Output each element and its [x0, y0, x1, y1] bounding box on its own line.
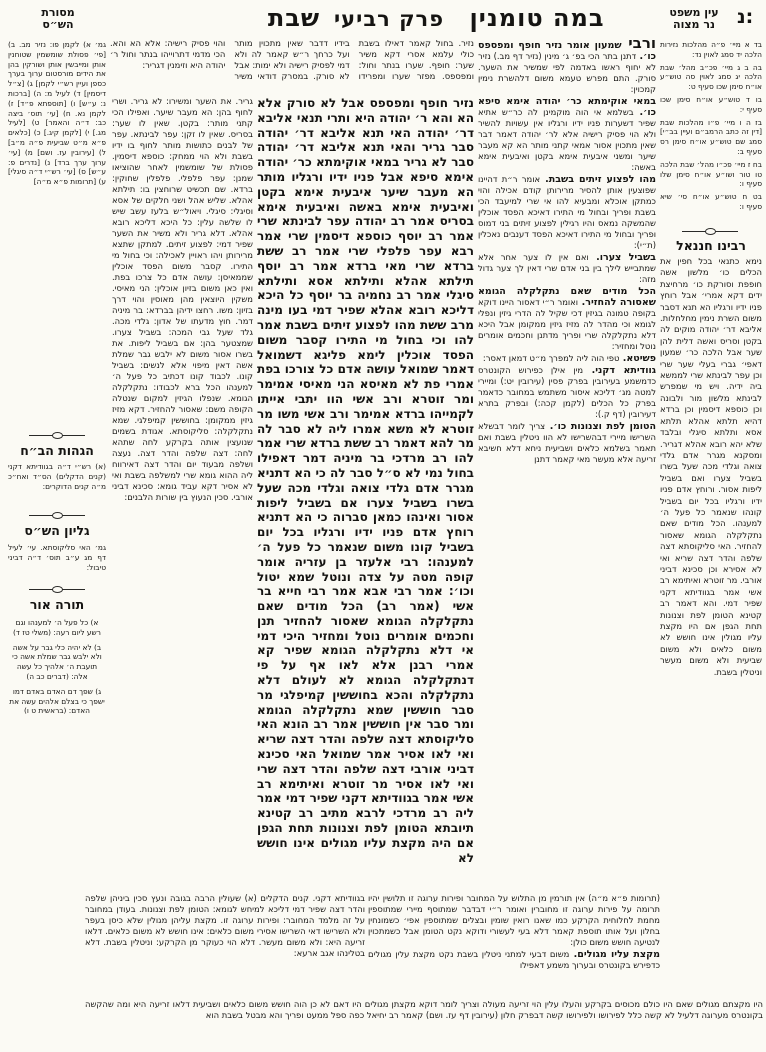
ein-mishpat-heading	[655, 7, 733, 31]
mesoret-title-line2: הש״ס	[42, 18, 74, 31]
rabbeinu-chananel-title: רבינו חננאל	[676, 238, 746, 253]
mesoret-heading	[26, 7, 90, 31]
ein-mishpat-entry: בט ח טוש״ע או״ח סי׳ שיא סעיף ו:	[660, 192, 762, 211]
tosafot-opening-word: ורבי	[621, 38, 656, 52]
tosafot-dibur-hamatchil: מהו לפצוע זיתים בשבת.	[540, 174, 656, 185]
tosafot-dibur-hamatchil: במאי אוקימתא כר׳ יהודה אימא סיפא כו׳.	[478, 96, 656, 118]
tosafot-block: הכל מודים שאם נתקלקלה הגומא שאסורה להחזיר. ואומר ר״י דאסור היינו דוקא בקופה טמונה בגיזין דכי שקיל לה הדרי גיזין ונפלי לגומא וכי מהדר לה מזיז גיזין ממקומן אבל היכא דלא נתקלקלה שרי ופריך מדתנן וחכמים אומרים נוטל ומחזיר:	[478, 286, 656, 351]
section-divider-ornament	[27, 512, 87, 519]
gilyon-hashas-title: גליון הש״ס	[24, 523, 90, 538]
section-divider-ornament	[27, 432, 87, 439]
rabbeinu-chananel-text: נימא כתנאי בכל חפין את הכלים כו׳ מלשון אשה חופפת וסורקת כו׳ מרחיצת ידים דקא אמרי׳ אבל רוחץ פניו ידיו ורגליו הא תנא דסבר משום השרת נימין מחלחלות. אליבא דר׳ יהודה מוקים לה בקטן וסריס ואשה דלית להן שער אבל הלכה כר׳ שמעון דאפי׳ גברי בעלי שער שרי וכן עפר לבינתא שרי לממשא ביה ידיה. ויש מי שמפרש לבינתא מלשון מור ולבונה וכן כוספא דיסמין וכן ברדא דהיא תלתא אהלא תלתא אסא ותלתא סיגלי ובלבד שלא יהא רובא אהלא דגריר. ומסקנא מגרר אדם גלדי צואה וגלדי מכה שעל בשרו בשביל צערו ואם בשביל ליפות אסור. ורוחץ אדם פניו ידיו ורגליו בכל יום בשביל קונהו שנאמר כל פעל ה׳ למענהו. הכל מודים שאם נתקלקלה הגומא שאסור להחזיר. האי סליקוסתא דצה שלפה והדר דצה שריא ואי לא אסירא וכן סכינא דביני אורבי. מר זוטרא ואיתימא רב אשי אמר בגוודיתא דקני שפיר דמי. והא דאמר רב קטינא הטומן לפת וצנונות תחת הגפן אם היו מקצת עליו מגולין אינו חושש לא משום כלאים ולא משום שביעית ולא משום מעשר וניטלין בשבת.	[660, 256, 762, 677]
tosafot-dibur-hamatchil: גוודיתא דקני.	[583, 365, 656, 376]
tosafot-block: הטומן לפת וצנונות כו׳. צריך לומר דבשלא השרישו מיירי דבהשרישו לא הוו ניטלין בשבת ואם תאמר בשלמא כלאים ושביעית ניחא דלא חשיבא זריעה אלא מעשר מאי קאמר דתנן	[478, 421, 656, 464]
ein-mishpat-entry: בו ד טוש״ע או״ח סימן שכו סעיף י:	[660, 94, 762, 114]
hagahot-bach-title: הגהות הב״ח	[20, 443, 94, 458]
ein-mishpat-title-line1: עין משפט	[669, 7, 719, 19]
gemara-text: נזיר חופף ומפספס אבל לא סורק אלא הא והא ר׳ יהודה היא ותרי תנאי אליבא דר׳ יהודה האי תנא אליבא דר׳ יהודה סבר גריר והאי תנא אליבא דר׳ יהודה סבר לא גריר במאי אוקימתא כר׳ יהודה אימא סיפא אבל פניו ידיו ורגליו מותר הא מעבר שיער איבעית אימא בקטן ואיבעית אימא באשה ואיבעית אימא בסריס אמר רב יהודה עפר לבינתא שרי אמר רב יוסף כוספא דיסמין שרי אמר רבא עפר פלפלי שרי אמר רב ששת ברדא שרי מאי ברדא אמר רב יוסף תילתא אהלא ותילתא אסא ותילתא סיגלי אמר רב נחמיה בר יוסף כל היכא דליכא רובא אהלא שפיר דמי בעו מינה מרב ששת מהו לפצוע זיתים בשבת אמר להו וכי בחול מי התירו קסבר משום הפסד אוכלין לימא פליגא דשמואל דאמר שמואל עושה אדם כל צורכו בפת אמרי פת לא מאיסא הני מאיסי אמימר ומר זוטרא ורב אשי הוו יתבי אייתו לקמייהו ברדא אמימר ורב אשי משו מר זוטרא לא משא אמרו ליה לא סבר לה מר להא דאמר רב ששת ברדא שרי אמר להו רב מרדכי בר מיניה דמר דאפילו בחול נמי לא ס״ל סבר לה כי הא דתניא מגרר אדם גלדי צואה וגלדי מכה שעל בשרו בשביל צערו אם בשביל ליפות אסור ואינהו כמאן סברוה כי הא דתניא רוחץ אדם פניו ידיו ורגליו בכל יום בשביל קונו משום שנאמר כל פעל ה׳ למענהו: רבי אלעזר בן עזריה אומר קופה מטה על צדה ונוטל שמא יטול וכו׳: אמר רבי אבא אמר רבי חייא בר אשי (אמר רב) הכל מודים שאם נתקלקלה הגומא שאסור להחזיר תנן וחכמים אומרים נוטל ומחזיר היכי דמי אי דלא נתקלקלה הגומא שפיר קא אמרי רבנן אלא לאו אף על פי דנתקלקלה הגומא לא לעולם דלא נתקלקלה והכא בחוששין קמיפלגי מר סבר חוששין שמא נתקלקלה הגומא ומר סבר אין חוששין אמר רב הונא האי סליקוסתא דצה שלפה והדר דצה שריא ואי לאו אסיר אמר שמואל האי סכינא דביני אורבי דצה שלפה והדר דצה שרי ואי לאו אסיר מר זוטרא ואיתימא רב אשי אמר בגוודיתא דקני שפיר דמי אמר ליה רב מרדכי לרבא מתיב רב קטינא תיובתא הטומן לפת וצנונות תחת הגפן אם היה מקצת עליו מגולים אינו חושש לא	[257, 96, 474, 865]
tosafot-column	[478, 38, 656, 891]
mesoret-text: גמ׳ א) לקמן פו: נזיר מב. ב) [פי׳ פסולת שומשמין שטוחנין אותן ומייבשין אותן ושורקין בהן את הידים מורסטום ערוך בערך כספן ועיין רש״י לקמן] ג) [צ״ל דיסמין] ד) לעיל מ: ה) [ברכות נ: ע״ש] ו) [תוספתא פ״ד] ז) לקמן נא. ח) [עי׳ תוס׳ ביצה כב: ד״ה והאמר] ט) [לעיל מג.] י) [לקמן קיג.] כ) [כלאים פ״א מ״ט שביעית פ״ה מ״ב] ל) [עירובין עז. ושם] מ) [עי׳ ערוך ערך ברד] נ) [נדרים פ: ע״ש] ס) [עי׳ רש״י ד״ה סיגלי] ע) [תרומות פ״א מ״ה]	[8, 40, 106, 187]
tosafot-block: גוודיתא דקני. מין אילן כפירוש הקונטרס כדמשמע בעירובין בפרק פסין (עירובין יט:) ומיירי למטה מג׳ דליכא איסור משתמש במחובר כדאמר בפרק כל הכלים (לקמן קכה:) ובפרק בתרא דעירובין (דף ק.):	[478, 365, 656, 419]
ein-mishpat-entry: בח ז מיי׳ פכ״ו מהל׳ שבת הלכה טו טור ושו״ע או״ח סימן שלו סעיף ו:	[660, 159, 762, 189]
torah-or-entry: א) כל פעל ה׳ למענהו וגם רשע ליום רעה: (משלי טז ד)	[13, 618, 101, 637]
tosafot-block: מקצת עליו מגולים. משום דבעי למתני ניטלין בשבת נקט מקצת עלין מגולים כדפירש בקונטרס ובערוך משמע דאפילו	[368, 949, 660, 970]
page-title-perek: פרק רביעי	[333, 7, 445, 31]
tosafot-block: מהו לפצוע זיתים בשבת. אומר ר״ת דהיינו שפוצעין אותן להסיר מרירותן קודם אכילה והוי כמתקן אוכלא ומבעיא להו אי שרי למיעבד הכי בשבת ופריך ובחול מי התירו דאיכא הפסד אוכלין שהמשקה נמאס והיו רגילין לפצוע זיתים בני דמוס ופריך ובחול מי התירו דאיכא הפסד דענבים נאכלין (ת״י):	[478, 174, 656, 250]
section-divider-ornament	[27, 586, 87, 593]
ein-mishpat-entry: בה ב ג מיי׳ פכ״ב מהל׳ שבת הלכה יג סמג לאוין סה טוש״ע או״ח סימן שכו סעיף ט:	[660, 62, 762, 92]
tosafot-dibur-hamatchil: פשיטא.	[619, 353, 656, 364]
ein-mishpat-title-line2: נר מצוה	[673, 18, 715, 31]
tosafot-block: היו מקצתם מגולים שאם היו כולם מכוסים בקרקע והעלו עלין הוי זריעה מעולה וצריך לומר דוקא מקצתן מגולים היו דאם לא כן הוה חושש משום כלאים ושביעית דלאו זריעה היא ומה שהקשה בקונטרס מערוגה דלעיל לא קשה כלל לפירושו ולפירושו קשה דבפרק חלון (עירובין דף עז. ושם) קאמר רב יחיאל כפה ספל ממעט ופריך והא מבטל בשבת הוא	[85, 999, 763, 1020]
ein-mishpat-entries	[660, 40, 762, 226]
rashi-column: גריר. את השער ומשירו: לא גריר. ושרי לחוף בהן: הא מעבר שיער. ואפילו הכי קתני מותר: בקטן. שאין לו שער: בסריס. שאין לו זקן: עפר לבינתא. עפר של לבנים כתושות מותר לחוף בו ידיו בשבת ולא הוי ממחק: כוספא דיסמין. פסולת של שומשמין לאחר שהוציאו שמנן: עפר פלפלי. פלפלין שחוקין: ברדא. שם תכשיט שרוחצין בו: תילתא אהלא. שליש אהל ושני חלקים של אסא וסיגלי: סיגלי. ויאול״ש בלעז עשב שיש לו שלשה עלין: כל היכא דליכא רובא אהלא. דלא גריר ולא משיר את השער שפיר דמי: לפצוע זיתים. למתקן שתצא מרירותן ויהו ראויין לאכילה: וכי בחול מי התירו. קסבר משום הפסד אוכלין שממאיסן: עושה אדם כל צרכו בפת. ואין כאן משום בזיון אוכלין: הני מאיסי. משקין היוצאין מהן מאוסין והוי דרך בזיון: משו. רחצו ידיהן בברדא: בר מיניה דמר. חוץ מדעתו של אדון: גלדי מכה. גלד שעל גבי המכה: בשביל צערו. שמצטער בהן: אם בשביל ליפות. את בשרו אסור משום לא ילבש גבר שמלת אשה דאין מיפוי אלא לנשים: בשביל קונו. לכבוד קונו דכתיב כל פעל ה׳ למענהו הכל ברא לכבודו: נתקלקלה הגומא. שנפלו הגיזין למקום שנטלה הקופה משם: שאסור להחזיר. דקא מזיז גיזין ממקומן: בחוששין קמיפלגי. שמא נתקלקלה: סליקוסתא. אגודת בשמים שנועצין אותה בקרקע לחה שתהא לחה: דצה שלפה והדר דצה. נעצה ושלפה מבעוד יום והדר דצה דאירווח ליה ההוא גומא שרי למשלפה בשבת ואי לא אסיר דקא עביד גומא: סכינא דביני אורבי. סכין הנעוץ בין שורות הלבנים:	[112, 96, 253, 502]
daf-number: נ:	[737, 6, 754, 28]
torah-or-entries	[8, 618, 106, 748]
tosafot-dibur-hamatchil: בשביל צערו.	[588, 252, 656, 263]
tosafot-dibur-hamatchil: הטומן לפת וצנונות כו׳.	[545, 421, 656, 432]
torah-or-title: תורה אור	[29, 597, 85, 612]
page-title-chapter: במה טומנין	[469, 4, 605, 32]
tosafot-block: במאי אוקימתא כר׳ יהודה אימא סיפא כו׳. בשלמא אי הוה מוקמינן לה כר״ש אתיא שפיר דשערות פניו ידיו ורגליו אין עשויות להשיר ולא הוי פסיק רישיה אלא לר׳ יהודה דאמר דבר שאין מתכוין אסור אמאי קתני מותר הא קא מעבר שיער ומשני איבעית אימא בקטן ואיבעית אימא באשה:	[478, 96, 656, 172]
tosafot-block: בשביל צערו. ואם אין לו צער אחר אלא שמתבייש לילך בין בני אדם שרי דאין לך צער גדול מזה:	[478, 252, 656, 284]
torah-or-entry: ב) לא יהיה כלי גבר על אשה ולא ילבש גבר שמלת אשה כי תועבת ה׳ אלהיך כל עשה אלה: (דברים כב ה)	[12, 642, 102, 681]
hagahot-bach-text: (א) רש״י ד״ה בגוודיתא דקני (קנים הדקלים) הס״ד ואח״כ מ״ה קנים הדוקרים:	[8, 462, 106, 491]
gilyon-hashas-text: גמ׳ האי סליקוסתא. עי׳ לעיל דף מג ע״ב תוס׳ ד״ה דביני טיבול:	[8, 543, 106, 572]
tosafot-bottom-block	[368, 893, 660, 995]
tosafot-dibur-hamatchil: שמעון אומר נזיר חופף ומפספס כו׳.	[478, 40, 656, 62]
tosafot-dibur-hamatchil: מקצת עליו מגולים.	[569, 949, 660, 960]
tosafot-block: ורבי שמעון אומר נזיר חופף ומפספס כו׳. דתנן בתר הכי בפ׳ ג׳ מינין (נזיר דף מב.) נזיר לא יחוף ראשו באדמה לפי שמשיר את השער. סורק. התם מפרש טעמא משום דלהשרת נימין קמכוין:	[478, 38, 656, 95]
page-title-masechet: שבת	[267, 4, 321, 32]
tosafot-block: פשיטא. טפי הוה ליה למפרך מ״ט דמאן דאסר:	[482, 353, 656, 364]
mesoret-title-line1: מסורת	[41, 7, 75, 19]
torah-or-entry: ג) שפך דם האדם באדם דמו ישפך כי בצלם אלהים עשה את האדם: (בראשית ט ו)	[9, 686, 105, 716]
rashi-bottom-block: בגוודיתא דקני. קנים הדקלים (א) שעולין הרבה בגובה ונעץ סכין ביניהן שלפה והדר דצה שפיר דמי דליכא למיחש לגומא: הטומן לפת וצנונות. בעודן במחובר על זה מלמד המחובר: ופירות ערוגה זו. מקצת עליהן מגולין שלא כיסן בעפר ולא השרישו דאי השרישו אסירי משום כלאים: אינו חושש לא משום כלאים. דלאו זריעה היא: ולא משום מעשר. דלא הוי כעוקר מן הקרקע: וניטלין בשבת. דלא בטלינהו אגב ארעא:	[85, 893, 365, 958]
section-divider-ornament	[680, 228, 740, 235]
tosafot-dibur-hamatchil: הכל מודים שאם נתקלקלה הגומא שאסורה להחזיר.	[478, 286, 656, 308]
rashi-top-block: נזיר. בחול קאמר דאילו בשבת כולי עלמא אסרי דקא משיר שער: חופף. שערו בנתר וחול: ומפספס. מפזר שערו ומפרידו בידיו דדבר שאין מתכוין מותר ועל כרחך ר״ש קאמר לה ולא דמי לפסיק רישיה ולא ימות: אבל לא סורק. במסרק דודאי משיר והוי פסיק רישיה: אלא הא והא. הכי מדמי דתרוייהו בנתר וחול ר׳ יהודה היא וזימנין דגריר:	[110, 38, 474, 81]
ein-mishpat-entry: בד א מיי׳ פ״ה מהלכות נזירות הלכה יד סמג לאוין נד:	[660, 40, 762, 59]
tosafot-full-width-block	[85, 999, 763, 1049]
ein-mishpat-entry: בז ה ו מיי׳ פ״ו מהלכות שבת [דין זה כתב הרמב״ם ועיין בב״י] סמג שם טוש״ע או״ח סימן רס סעיף ב:	[660, 117, 762, 156]
tosafot-block: (תרומות פ״א מ״ה) אין תורמין מן התלוש על המחובר ופירות ערוגה זו תלושין יהיו תרומה על פירות ערוגה זו מחוברין ואומר ר״י דבדבר שמתוסף מיירי שמתוספין מחמת לחלוחית הקרקע כמו שאנו רואין שומין ובצלים שמתוספין אפי׳ כשמונחין בחלון ועל אותו תוספת קאמר דלא בעי לעשורי ודוקא נקט הטומן אבל כשמתכוין לנטיעה חושש משום כולן:	[368, 893, 660, 947]
